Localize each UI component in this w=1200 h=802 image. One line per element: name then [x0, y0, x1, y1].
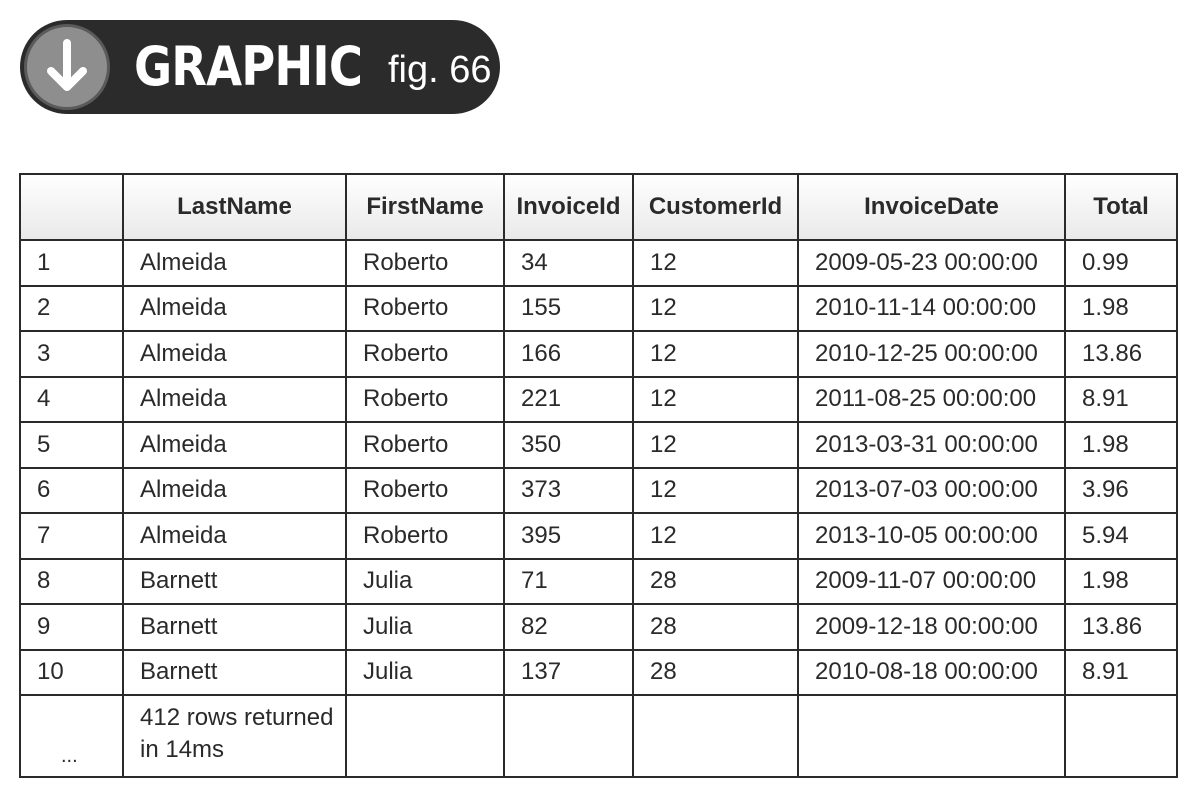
cell-invoicedate: 2009-11-07 00:00:00 — [798, 559, 1065, 605]
cell-invoicedate: 2013-07-03 00:00:00 — [798, 468, 1065, 514]
figure-number: fig. 66 — [388, 49, 492, 91]
cell-row-number: 4 — [20, 377, 123, 423]
banner-title: GRAPHIC — [134, 35, 363, 98]
table-row[interactable] — [20, 240, 1177, 286]
cell-total: 13.86 — [1065, 604, 1177, 650]
table-row[interactable] — [20, 331, 1177, 377]
cell-lastname: Barnett — [123, 604, 346, 650]
cell-total: 8.91 — [1065, 650, 1177, 696]
cell-total: 0.99 — [1065, 240, 1177, 286]
cell-row-number: 1 — [20, 240, 123, 286]
cell-firstname: Julia — [346, 559, 504, 605]
cell-row-number: 3 — [20, 331, 123, 377]
cell-invoicedate: 2011-08-25 00:00:00 — [798, 377, 1065, 423]
cell-lastname: Almeida — [123, 331, 346, 377]
cell-firstname: Roberto — [346, 468, 504, 514]
table-row[interactable] — [20, 559, 1177, 605]
cell-row-number: 2 — [20, 286, 123, 332]
column-header-invoiceid[interactable]: InvoiceId — [504, 174, 633, 240]
cell-firstname: Roberto — [346, 240, 504, 286]
cell-lastname: Almeida — [123, 422, 346, 468]
cell-invoicedate: 2009-12-18 00:00:00 — [798, 604, 1065, 650]
cell-customerid: 12 — [633, 331, 798, 377]
cell-lastname: Almeida — [123, 468, 346, 514]
cell-invoiceid: 137 — [504, 650, 633, 696]
rows-returned-line1: 412 rows returned — [140, 704, 334, 731]
cell-invoiceid: 71 — [504, 559, 633, 605]
table-row[interactable] — [20, 604, 1177, 650]
cell-firstname: Julia — [346, 650, 504, 696]
cell-invoiceid: 34 — [504, 240, 633, 286]
cell-invoicedate: 2013-03-31 00:00:00 — [798, 422, 1065, 468]
cell-customerid: 12 — [633, 468, 798, 514]
cell-lastname: Almeida — [123, 513, 346, 559]
column-header-customerid[interactable]: CustomerId — [633, 174, 798, 240]
cell-lastname: Barnett — [123, 559, 346, 605]
cell-total: 3.96 — [1065, 468, 1177, 514]
cell-customerid: 12 — [633, 286, 798, 332]
table-row[interactable] — [20, 377, 1177, 423]
cell-invoicedate: 2009-05-23 00:00:00 — [798, 240, 1065, 286]
footer-ellipsis: ... — [20, 695, 123, 777]
cell-invoiceid: 221 — [504, 377, 633, 423]
column-header-total[interactable]: Total — [1065, 174, 1177, 240]
footer-row — [20, 695, 1177, 777]
table-row[interactable] — [20, 468, 1177, 514]
cell-firstname: Roberto — [346, 513, 504, 559]
cell-lastname: Almeida — [123, 286, 346, 332]
cell-total: 5.94 — [1065, 513, 1177, 559]
cell-invoiceid: 82 — [504, 604, 633, 650]
cell-invoiceid: 166 — [504, 331, 633, 377]
cell-row-number: 5 — [20, 422, 123, 468]
query-result-table — [19, 173, 1178, 778]
cell-total: 13.86 — [1065, 331, 1177, 377]
footer-empty-cell — [798, 695, 1065, 777]
graphic-banner — [20, 20, 500, 114]
header-row — [20, 174, 1177, 240]
cell-customerid: 12 — [633, 513, 798, 559]
cell-lastname: Almeida — [123, 240, 346, 286]
cell-firstname: Roberto — [346, 422, 504, 468]
rows-returned-line2: in 14ms — [140, 736, 225, 763]
cell-invoicedate: 2010-08-18 00:00:00 — [798, 650, 1065, 696]
cell-invoiceid: 395 — [504, 513, 633, 559]
cell-customerid: 12 — [633, 377, 798, 423]
rows-returned-message — [123, 695, 346, 777]
column-header-firstname[interactable]: FirstName — [346, 174, 504, 240]
cell-invoicedate: 2010-12-25 00:00:00 — [798, 331, 1065, 377]
cell-row-number: 6 — [20, 468, 123, 514]
footer-empty-cell — [1065, 695, 1177, 777]
column-header-invoicedate[interactable]: InvoiceDate — [798, 174, 1065, 240]
table-row[interactable] — [20, 422, 1177, 468]
column-header-lastname[interactable]: LastName — [123, 174, 346, 240]
cell-firstname: Roberto — [346, 331, 504, 377]
footer-empty-cell — [633, 695, 798, 777]
cell-row-number: 9 — [20, 604, 123, 650]
footer-empty-cell — [346, 695, 504, 777]
cell-invoiceid: 373 — [504, 468, 633, 514]
cell-firstname: Roberto — [346, 377, 504, 423]
cell-customerid: 12 — [633, 240, 798, 286]
cell-total: 1.98 — [1065, 286, 1177, 332]
table-row[interactable] — [20, 513, 1177, 559]
table-row[interactable] — [20, 286, 1177, 332]
cell-customerid: 12 — [633, 422, 798, 468]
footer-empty-cell — [504, 695, 633, 777]
arrow-down-circle-icon — [24, 24, 110, 110]
cell-total: 1.98 — [1065, 422, 1177, 468]
cell-invoiceid: 155 — [504, 286, 633, 332]
cell-total: 1.98 — [1065, 559, 1177, 605]
cell-lastname: Almeida — [123, 377, 346, 423]
cell-customerid: 28 — [633, 559, 798, 605]
cell-row-number: 8 — [20, 559, 123, 605]
column-header-rownum[interactable] — [20, 174, 123, 240]
cell-invoicedate: 2013-10-05 00:00:00 — [798, 513, 1065, 559]
cell-row-number: 7 — [20, 513, 123, 559]
table-row[interactable] — [20, 650, 1177, 696]
cell-total: 8.91 — [1065, 377, 1177, 423]
cell-firstname: Roberto — [346, 286, 504, 332]
cell-lastname: Barnett — [123, 650, 346, 696]
cell-row-number: 10 — [20, 650, 123, 696]
cell-invoiceid: 350 — [504, 422, 633, 468]
cell-customerid: 28 — [633, 604, 798, 650]
cell-customerid: 28 — [633, 650, 798, 696]
cell-firstname: Julia — [346, 604, 504, 650]
cell-invoicedate: 2010-11-14 00:00:00 — [798, 286, 1065, 332]
